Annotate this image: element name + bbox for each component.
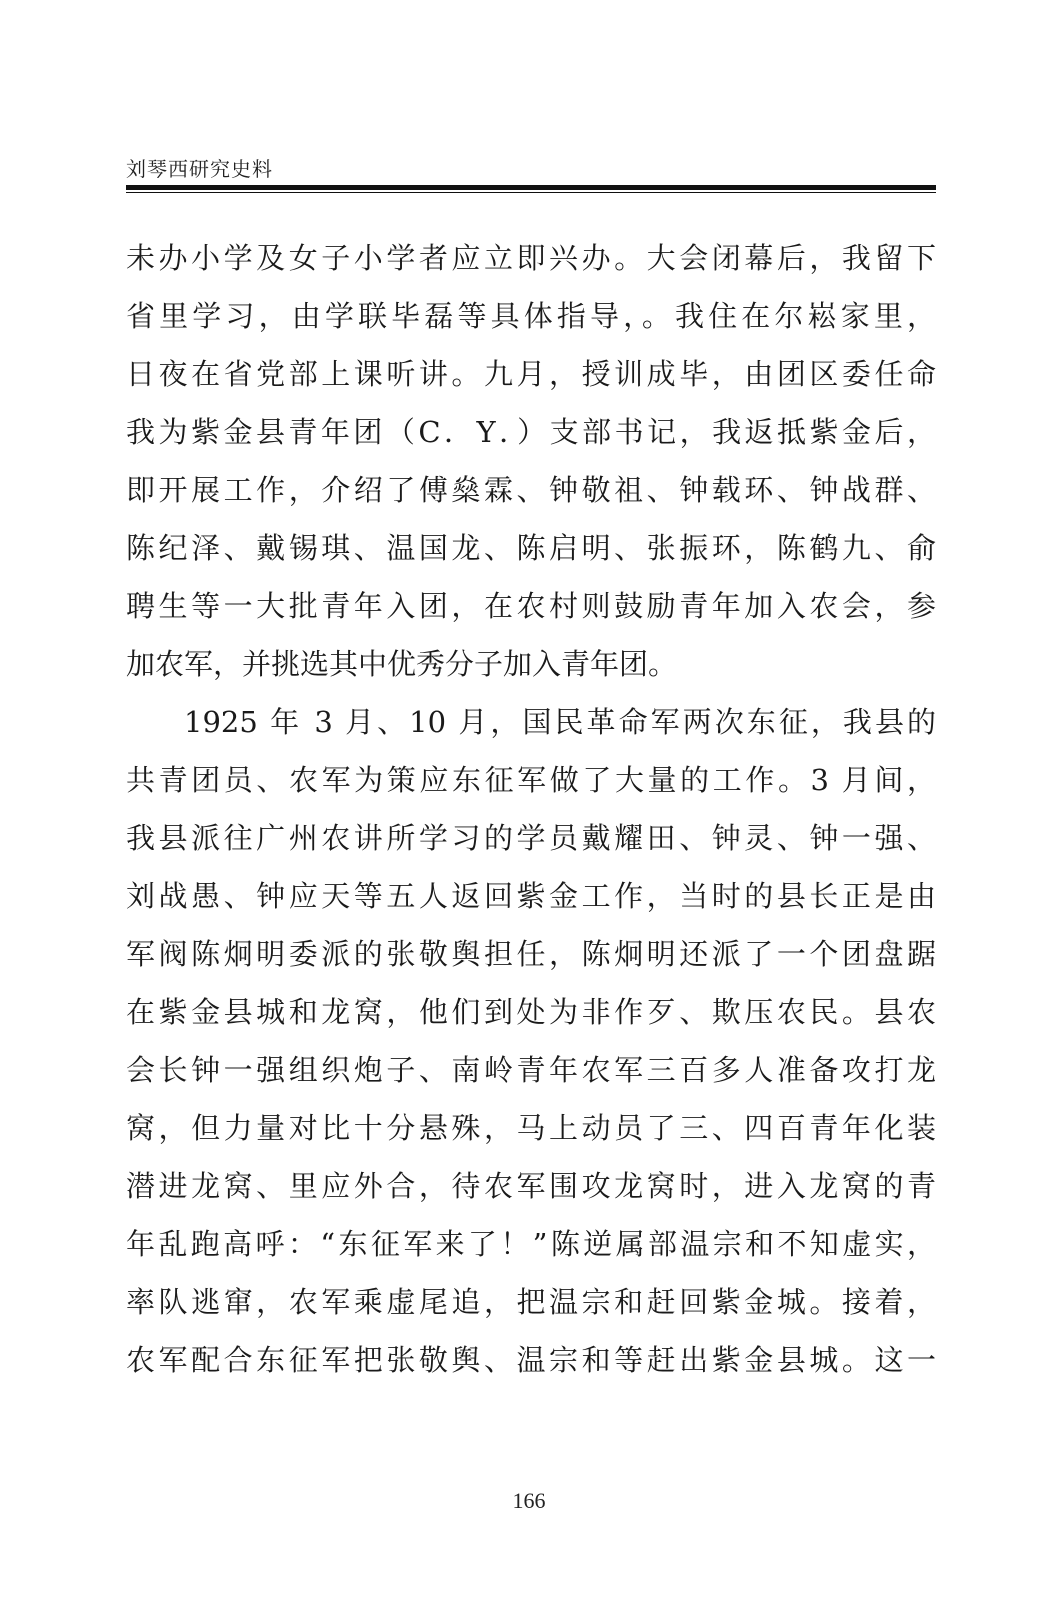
text-line: 我县派往广州农讲所学习的学员戴耀田、钟灵、钟一强、 (126, 821, 936, 855)
text-line: 会长钟一强组织炮子、南岭青年农军三百多人准备攻打龙 (126, 1053, 936, 1087)
text-line: 年乱跑高呼：“东征军来了！”陈逆属部温宗和不知虚实， (126, 1227, 936, 1261)
text-line: 1925 年 3 月、10 月，国民革命军两次东征，我县的 (184, 705, 936, 739)
body-text (126, 229, 936, 1389)
text-line: 农军配合东征军把张敬舆、温宗和等赶出紫金县城。这一 (126, 1343, 936, 1377)
text-line: 日夜在省党部上课听讲。九月，授训成毕，由团区委任命 (126, 357, 936, 391)
text-line: 我为紫金县青年团（C．Y．）支部书记，我返抵紫金后， (126, 415, 936, 449)
text-line: 率队逃窜，农军乘虚尾追，把温宗和赶回紫金城。接着， (126, 1285, 936, 1319)
text-line: 加农军，并挑选其中优秀分子加入青年团。 (126, 647, 678, 681)
text-line: 窝，但力量对比十分悬殊，马上动员了三、四百青年化装 (126, 1111, 936, 1145)
text-line: 在紫金县城和龙窝，他们到处为非作歹、欺压农民。县农 (126, 995, 936, 1029)
text-line: 军阀陈炯明委派的张敬舆担任，陈炯明还派了一个团盘踞 (126, 937, 936, 971)
running-header (126, 157, 936, 193)
text-line: 即开展工作，介绍了傅燊霖、钟敬祖、钟载环、钟战群、 (126, 473, 936, 507)
text-line: 潜进龙窝、里应外合，待农军围攻龙窝时，进入龙窝的青 (126, 1169, 936, 1203)
header-rule (126, 185, 936, 190)
text-line: 聘生等一大批青年入团，在农村则鼓励青年加入农会，参 (126, 589, 936, 623)
text-line: 共青团员、农军为策应东征军做了大量的工作。3 月间， (126, 763, 936, 797)
book-title: 刘琴西研究史料 (126, 157, 273, 181)
text-line: 刘战愚、钟应天等五人返回紫金工作，当时的县长正是由 (126, 879, 936, 913)
header-rule-thin (126, 192, 936, 193)
page-number: 166 (512, 1488, 546, 1513)
text-line: 未办小学及女子小学者应立即兴办。大会闭幕后，我留下 (126, 241, 936, 275)
text-line: 省里学习，由学联毕磊等具体指导，。我住在尔崧家里， (126, 299, 936, 333)
text-line: 陈纪泽、戴锡琪、温国龙、陈启明、张振环，陈鹤九、俞 (126, 531, 936, 565)
